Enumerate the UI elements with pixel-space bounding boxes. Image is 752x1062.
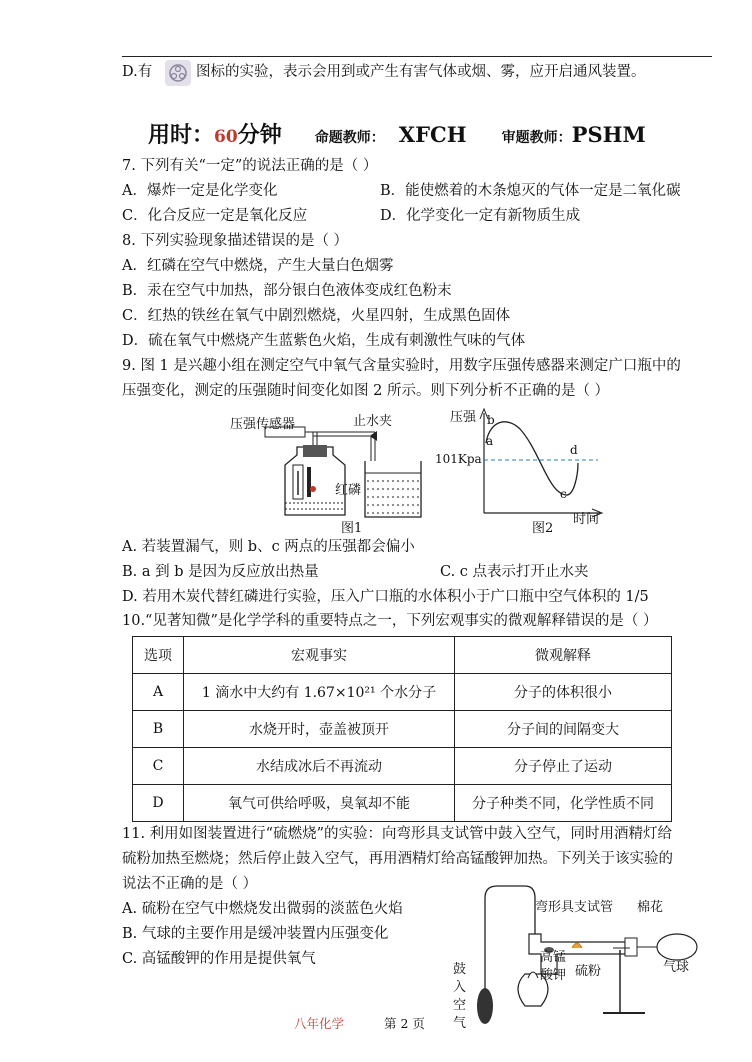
table-header-micro: 微观解释 bbox=[455, 637, 672, 674]
setter-name: XFCH bbox=[398, 122, 467, 147]
table-row bbox=[133, 785, 672, 822]
table-cell: 分子种类不同，化学性质不同 bbox=[455, 785, 672, 822]
figure-1-apparatus bbox=[225, 405, 425, 535]
q9-option-b: B. a 到 b 是因为反应放出热量 bbox=[122, 564, 319, 580]
fig-kmno4-label-1: 高锰 bbox=[540, 950, 567, 965]
fig-balloon-label: 气球 bbox=[663, 960, 690, 975]
table-cell: 1 滴水中大约有 1.67×10²¹ 个水分子 bbox=[184, 674, 455, 711]
q11-option-b: B. 气球的主要作用是缓冲装置内压强变化 bbox=[122, 926, 389, 942]
table-cell: 分子间的间隔变大 bbox=[455, 711, 672, 748]
fig-air-char-3: 空 bbox=[453, 998, 467, 1013]
q11-stem-line2: 硫粉加热至燃烧；然后停止鼓入空气，再用酒精灯给高锰酸钾加热。下列关于该实验的 bbox=[122, 851, 673, 867]
fig2-point-c: c bbox=[560, 487, 567, 501]
fig-air-char-1: 鼓 bbox=[453, 962, 467, 977]
reviewer-label: 审题教师： bbox=[501, 130, 572, 146]
fig-cotton-label: 棉花 bbox=[637, 900, 664, 915]
q7-option-a: A．爆炸一定是化学变化 bbox=[122, 183, 278, 199]
fig2-point-a: a bbox=[486, 434, 494, 448]
table-header-option: 选项 bbox=[133, 637, 184, 674]
fig2-point-b: b bbox=[487, 413, 495, 427]
fig1-phosphorus-label: 红磷 bbox=[335, 483, 362, 498]
table-cell: 分子的体积很小 bbox=[455, 674, 672, 711]
q9-stem-line1: 9. 图 1 是兴趣小组在测定空气中氧气含量实验时，用数字压强传感器来测定广口瓶中的 bbox=[122, 358, 681, 374]
q10-stem: 10.“见著知微”是化学学科的重要特点之一，下列宏观事实的微观解释错误的是（ ） bbox=[122, 613, 658, 629]
q9-option-d: D. 若用木炭代替红磷进行实验，压入广口瓶的水体积小于广口瓶中空气体积的 1/5 bbox=[122, 589, 649, 605]
table-cell: D bbox=[133, 785, 184, 822]
time-label: 用时： bbox=[148, 122, 215, 148]
fig-sulfur-label: 硫粉 bbox=[575, 964, 602, 979]
figure-2-pressure-graph bbox=[430, 405, 610, 536]
q8-option-d: D．硫在氧气中燃烧产生蓝紫色火焰，生成有刺激性气味的气体 bbox=[122, 333, 526, 349]
table-row bbox=[133, 748, 672, 785]
q8-option-c: C．红热的铁丝在氧气中剧烈燃烧，火星四射，生成黑色固体 bbox=[122, 308, 511, 324]
fig1-sensor-label: 压强传感器 bbox=[230, 417, 296, 432]
q9-stem-line2: 压强变化，测定的压强随时间变化如图 2 所示。则下列分析不正确的是（ ） bbox=[122, 383, 610, 399]
fig-air-char-4: 气 bbox=[453, 1016, 467, 1031]
q11-apparatus-figure bbox=[445, 878, 725, 1031]
q11-option-a: A. 硫粉在空气中燃烧发出微弱的淡蓝色火焰 bbox=[122, 901, 403, 917]
fig-tube-label: 弯形具支试管 bbox=[535, 900, 614, 915]
fig2-ylabel: 压强 bbox=[450, 410, 477, 425]
fig-kmno4-label-2: 酸钾 bbox=[540, 968, 567, 983]
footer-page: 第 2 页 bbox=[384, 1016, 425, 1031]
q11-stem-line1: 11. 利用如图装置进行“硫燃烧”的实验：向弯形具支试管中鼓入空气，同时用酒精灯给 bbox=[122, 826, 672, 842]
q7-option-c: C．化合反应一定是氧化反应 bbox=[122, 208, 308, 224]
table-cell: A bbox=[133, 674, 184, 711]
top-rule bbox=[122, 56, 712, 57]
fig1-caption: 图1 bbox=[341, 521, 363, 536]
q8-option-a: A．红磷在空气中燃烧，产生大量白色烟雾 bbox=[122, 258, 394, 274]
option-d-prefix: D.有 bbox=[122, 64, 153, 80]
exam-header bbox=[148, 118, 646, 149]
table-cell: B bbox=[133, 711, 184, 748]
q11-stem-line3: 说法不正确的是（ ） bbox=[122, 876, 258, 892]
fig2-caption: 图2 bbox=[532, 521, 554, 536]
table-cell: 氧气可供给呼吸，臭氧却不能 bbox=[184, 785, 455, 822]
table-header-macro: 宏观事实 bbox=[184, 637, 455, 674]
hazard-icon bbox=[165, 60, 191, 86]
setter-label: 命题教师： bbox=[314, 130, 385, 146]
q7-stem: 7. 下列有关“一定”的说法正确的是（ ） bbox=[122, 158, 378, 174]
q9-option-a: A. 若装置漏气，则 b、c 两点的压强都会偏小 bbox=[122, 539, 415, 555]
fig2-xlabel: 时间 bbox=[573, 512, 600, 527]
table-row bbox=[133, 711, 672, 748]
q8-option-b: B．汞在空气中加热，部分银白色液体变成红色粉末 bbox=[122, 283, 452, 299]
minutes-unit: 分钟 bbox=[237, 122, 282, 148]
minutes-value: 60 bbox=[214, 127, 238, 147]
fig2-point-d: d bbox=[570, 443, 578, 457]
table-cell: C bbox=[133, 748, 184, 785]
q7-option-b: B．能使燃着的木条熄灭的气体一定是二氧化碳 bbox=[380, 183, 681, 199]
q8-stem: 8. 下列实验现象描述错误的是（ ） bbox=[122, 233, 349, 249]
table-cell: 分子停止了运动 bbox=[455, 748, 672, 785]
option-d-text: 图标的实验，表示会用到或产生有害气体或烟、雾，应开启通风装置。 bbox=[196, 64, 646, 80]
table-row bbox=[133, 674, 672, 711]
table-header-row bbox=[133, 637, 672, 674]
q10-table bbox=[132, 636, 672, 822]
q11-option-c: C. 高锰酸钾的作用是提供氧气 bbox=[122, 951, 316, 967]
reviewer-name: PSHM bbox=[571, 122, 646, 147]
fig2-reference-line: 101Kpa bbox=[435, 452, 482, 466]
q7-option-d: D．化学变化一定有新物质生成 bbox=[380, 208, 581, 224]
q9-option-c: C. c 点表示打开止水夹 bbox=[440, 564, 589, 580]
fig1-clamp-label: 止水夹 bbox=[353, 414, 393, 429]
table-cell: 水烧开时，壶盖被顶开 bbox=[184, 711, 455, 748]
table-cell: 水结成冰后不再流动 bbox=[184, 748, 455, 785]
fig-air-char-2: 入 bbox=[453, 980, 467, 995]
footer-subject: 八年化学 bbox=[294, 1016, 345, 1031]
